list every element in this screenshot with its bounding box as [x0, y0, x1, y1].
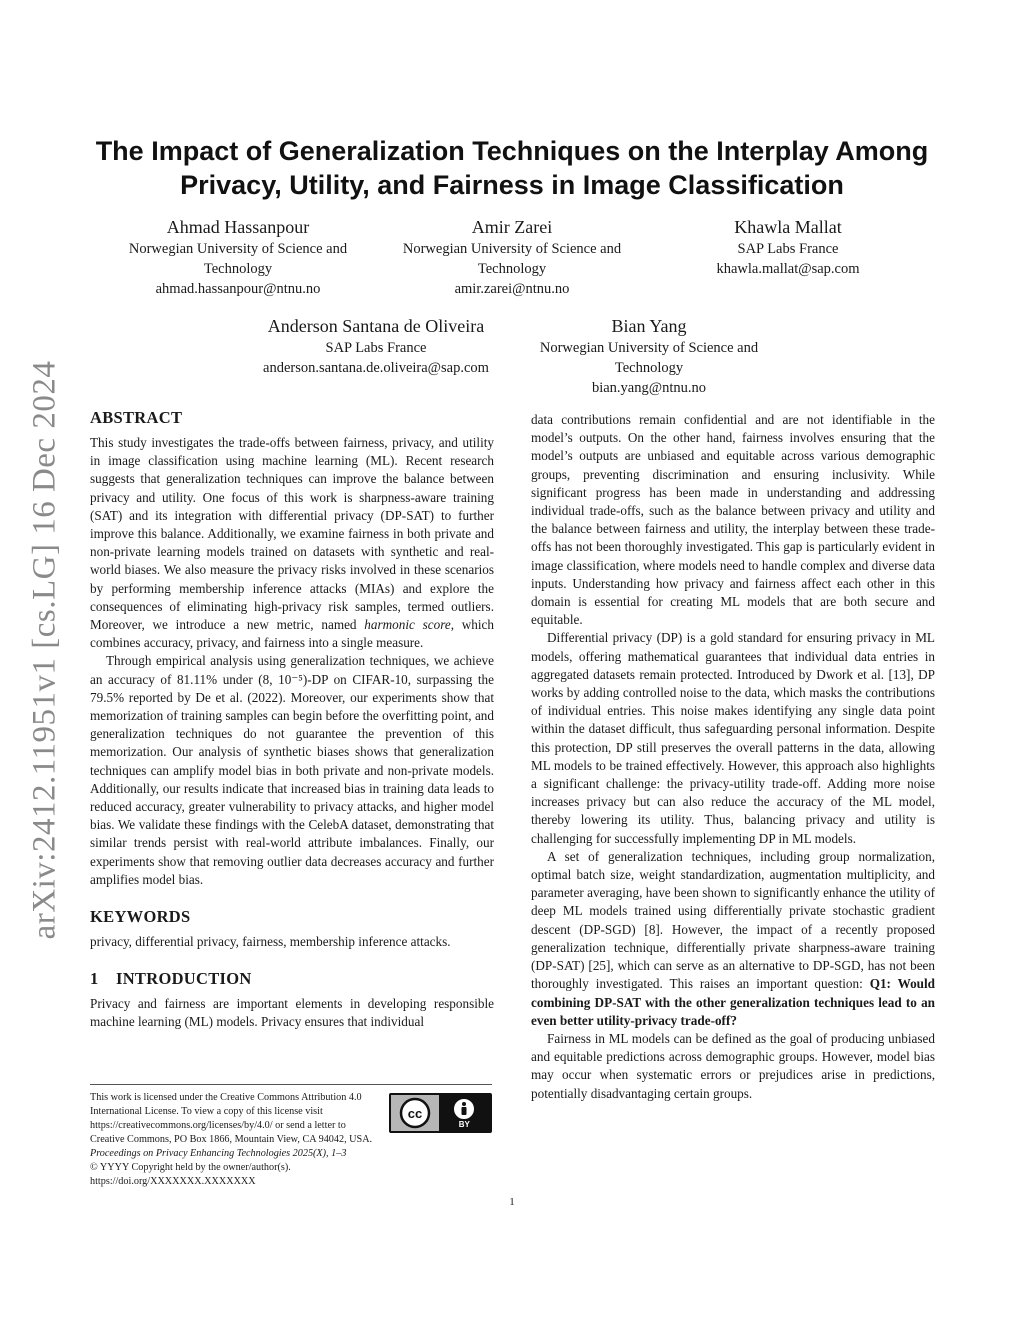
left-column	[90, 408, 494, 1032]
author-block	[236, 314, 516, 378]
author-block	[104, 215, 372, 299]
author-affiliation: Technology	[614, 360, 684, 376]
abstract-emphasis: harmonic score	[364, 617, 451, 633]
title-line-1: The Impact of Generalization Techniques on the Interplay Among	[95, 136, 929, 166]
copyright: © YYYY Copyright held by the owner/author(s).	[90, 1162, 291, 1173]
body-text: A set of generalization techniques, including group normalization, optimal batch size, weight standardization, augmentation multiplicity, and parameter averaging, have been shown to significantly enhance the utility of deep ML models trained using differentially private stochastic gradient descent (DP-SGD) [8]. However, the impact of a recently proposed generalization technique, differentially private sharpness-aware training (DP-SAT) [25], which can serve as an alternative to DP-SGD, has not been thoroughly investigated. This raises an important question:	[531, 848, 935, 992]
author-name: Khawla Mallat	[734, 217, 842, 237]
intro-paragraph: Privacy and fairness are important elements in developing responsible machine learning (ML) models. Privacy ensures that individual	[90, 996, 494, 1030]
section-title: INTRODUCTION	[116, 969, 252, 989]
attribution-icon	[453, 1098, 475, 1120]
proceedings: Proceedings on Privacy Enhancing Technologies 2025(X), 1–3	[90, 1148, 347, 1159]
svg-text:cc: cc	[407, 1106, 422, 1121]
research-question: Q1: Would combining DP-SAT with the other generalization techniques lead to an even better utility-privacy trade-off?	[531, 976, 936, 1028]
author-name: Ahmad Hassanpour	[166, 217, 310, 237]
arxiv-sidebar	[0, 0, 80, 1325]
author-affiliation: SAP Labs France	[737, 241, 839, 257]
author-block	[670, 215, 906, 279]
author-affiliation: Norwegian University of Science and	[402, 241, 622, 257]
author-block	[514, 314, 784, 398]
abstract-heading: ABSTRACT	[90, 408, 183, 427]
author-affiliation: Technology	[477, 261, 547, 277]
section-heading	[90, 969, 494, 989]
body-paragraph: Fairness in ML models can be defined as the goal of producing unbiased and equitable predictions across demographic groups. However, model bias may occur when systematic errors or prejudices arise in predictions, potentially disadvantaging certain groups.	[531, 1030, 935, 1101]
author-affiliation: Norwegian University of Science and	[128, 241, 348, 257]
section-number: 1	[90, 969, 99, 989]
footnote	[90, 1084, 492, 1189]
author-email: amir.zarei@ntnu.no	[454, 281, 570, 297]
keywords-text: privacy, differential privacy, fairness, membership inference attacks.	[90, 934, 451, 950]
paper-title	[80, 134, 944, 202]
doi-link[interactable]: https://doi.org/XXXXXXX.XXXXXXX	[90, 1176, 256, 1187]
badge-label: BY	[458, 1119, 470, 1129]
right-column	[531, 411, 935, 1103]
abstract-text: This study investigates the trade-offs between fairness, privacy, and utility in image classification using machine learning (ML). Recent research suggests that generalization techniques can improve the balance between privacy and utility. One focus of this work is sharpness-aware training (SAT) and its integration with differential privacy (DP-SAT) to further improve this balance. Additionally, we examine fairness in both private and non-private learning models trained on datasets with synthetic and real-world biases. We also measure the privacy risks involved in these scenarios by performing membership inference attacks (MIAs) and explore the consequences of eliminating high-privacy risk samples, termed outliers. Moreover, we introduce a new metric, named	[90, 435, 494, 633]
body-paragraph: data contributions remain confidential and are not identifiable in the model’s outputs. On the other hand, fairness involves ensuring that the model’s outputs are unbiased and equitable across various demographic groups, preventing discrimination and ensuring inclusivity. While significant progress has been made in understanding and addressing individual trade-offs, such as the balance between privacy and utility and the balance between fairness and utility, the interplay between these trade-offs has not been thoroughly investigated. This gap is particularly evident in image classification, where models need to handle complex and diverse data inputs. Understanding how privacy and fairness affect each other in this domain is essential for creating ML models that are both secure and equitable.	[531, 412, 935, 628]
author-affiliation: Norwegian University of Science and	[539, 340, 759, 356]
keywords-heading: KEYWORDS	[90, 907, 191, 927]
abstract-paragraph	[90, 434, 494, 652]
license-text: This work is licensed under the Creative Commons Attribution 4.0 International License. To view a copy of this license visit https://creativecommons.org/licenses/by/4.0/ or send a letter to Creative Commons, PO Box 1866, Mountain View, CA 94042, USA.	[90, 1092, 373, 1145]
author-email: ahmad.hassanpour@ntnu.no	[155, 281, 321, 297]
abstract-paragraph: Through empirical analysis using generalization techniques, we achieve an accuracy of 81.11% under (8, 10⁻⁵)-DP on CIFAR-10, surpassing the 79.5% reported by De et al. (2022). Moreover, our experiments show that memorization of training samples can begin before the overfitting point, and generalization techniques do not guarantee the prevention of this memorization. Our analysis of synthetic biases shows that generalization techniques can amplify model bias in both private and non-private models. Additionally, our results indicate that increased bias in training data leads to reduced accuracy, greater vulnerability to privacy attacks, and higher model bias. We validate these findings with the CelebA dataset, demonstrating that similar trends persist with real-world attribute imbalances. Finally, our experiments show that removing outlier data decreases accuracy and further amplifies model bias.	[90, 653, 494, 887]
body-paragraph: Differential privacy (DP) is a gold standard for ensuring privacy in ML models, offering mathematical guarantees that individual data entries in aggregated datasets remain protected. Introduced by Dwork et al. [13], DP works by adding controlled noise to the data, which masks the contributions of individual entries. This noise makes identifying any single data point within the dataset difficult, thus safeguarding personal information. Despite this protection, DP still preserves the overall patterns in the data, allowing ML models to be trained effectively. However, this approach also highlights a significant challenge: the privacy-utility trade-off. Adding more noise increases privacy but can also reduce the accuracy of the ML model, thereby lowering its utility. Thus, balancing privacy and utility is challenging for successfully implementing DP in ML models.	[531, 630, 935, 846]
author-affiliation: SAP Labs France	[325, 340, 427, 356]
author-name: Anderson Santana de Oliveira	[267, 316, 485, 336]
author-email: bian.yang@ntnu.no	[591, 380, 707, 396]
arxiv-stamp: arXiv:2412.11951v1 [cs.LG] 16 Dec 2024	[26, 360, 63, 940]
title-line-2: Privacy, Utility, and Fairness in Image Classification	[180, 170, 844, 200]
author-affiliation: Technology	[203, 261, 273, 277]
author-email: khawla.mallat@sap.com	[716, 261, 860, 277]
author-name: Amir Zarei	[471, 217, 553, 237]
body-paragraph	[531, 848, 935, 1030]
author-block	[378, 215, 646, 299]
author-name: Bian Yang	[611, 316, 687, 336]
abstract-text: , which combines accuracy, privacy, and fairness into a single measure.	[90, 617, 494, 651]
cc-by-badge	[389, 1093, 492, 1133]
page-number: 1	[509, 1196, 515, 1208]
cc-icon	[391, 1095, 439, 1131]
author-email: anderson.santana.de.oliveira@sap.com	[263, 360, 489, 376]
